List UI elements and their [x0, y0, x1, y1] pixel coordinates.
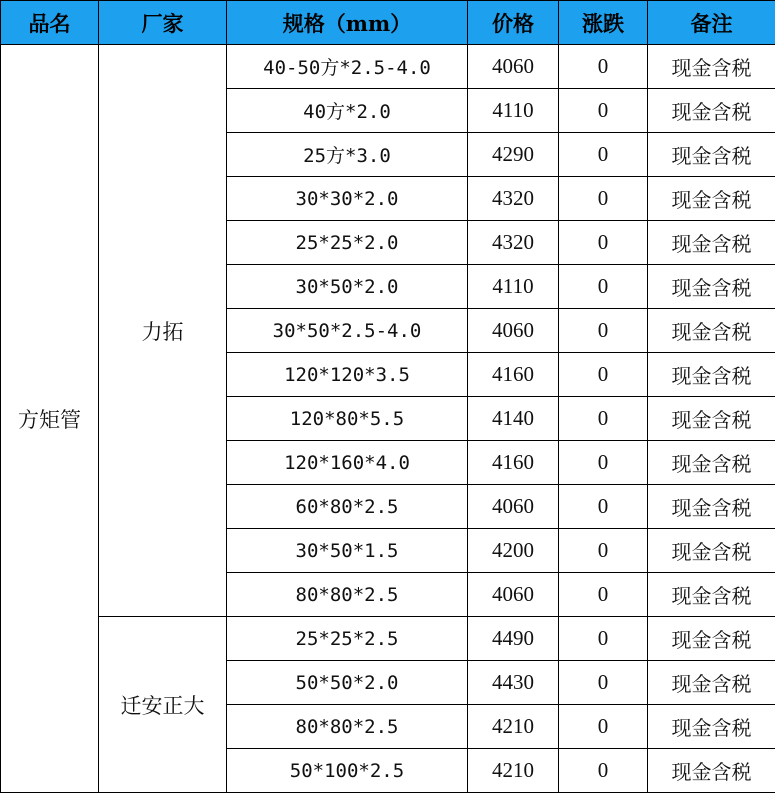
spec-cell: 80*80*2.5: [227, 573, 468, 617]
change-cell: 0: [559, 177, 648, 221]
note-cell: 现金含税: [648, 485, 775, 529]
note-cell: 现金含税: [648, 397, 775, 441]
spec-cell: 25*25*2.5: [227, 617, 468, 661]
maker-cell: 力拓: [99, 45, 227, 617]
change-cell: 0: [559, 353, 648, 397]
change-cell: 0: [559, 749, 648, 793]
price-cell: 4060: [468, 45, 559, 89]
note-cell: 现金含税: [648, 221, 775, 265]
spec-cell: 30*50*2.0: [227, 265, 468, 309]
note-cell: 现金含税: [648, 133, 775, 177]
price-cell: 4110: [468, 89, 559, 133]
price-cell: 4060: [468, 309, 559, 353]
note-cell: 现金含税: [648, 705, 775, 749]
price-cell: 4320: [468, 177, 559, 221]
price-cell: 4060: [468, 485, 559, 529]
price-cell: 4320: [468, 221, 559, 265]
spec-cell: 120*160*4.0: [227, 441, 468, 485]
spec-cell: 30*50*1.5: [227, 529, 468, 573]
price-cell: 4060: [468, 573, 559, 617]
header-maker: 厂家: [99, 1, 227, 45]
note-cell: 现金含税: [648, 45, 775, 89]
change-cell: 0: [559, 45, 648, 89]
change-cell: 0: [559, 485, 648, 529]
note-cell: 现金含税: [648, 353, 775, 397]
header-spec: 规格（mm）: [227, 1, 468, 45]
change-cell: 0: [559, 397, 648, 441]
spec-cell: 120*120*3.5: [227, 353, 468, 397]
header-note: 备注: [648, 1, 775, 45]
spec-cell: 25*25*2.0: [227, 221, 468, 265]
spec-cell: 50*100*2.5: [227, 749, 468, 793]
change-cell: 0: [559, 617, 648, 661]
change-cell: 0: [559, 661, 648, 705]
note-cell: 现金含税: [648, 661, 775, 705]
spec-cell: 40方*2.0: [227, 89, 468, 133]
change-cell: 0: [559, 265, 648, 309]
note-cell: 现金含税: [648, 617, 775, 661]
spec-cell: 60*80*2.5: [227, 485, 468, 529]
note-cell: 现金含税: [648, 309, 775, 353]
price-cell: 4290: [468, 133, 559, 177]
header-price: 价格: [468, 1, 559, 45]
note-cell: 现金含税: [648, 529, 775, 573]
price-cell: 4490: [468, 617, 559, 661]
change-cell: 0: [559, 221, 648, 265]
table-header: [1, 1, 775, 45]
note-cell: 现金含税: [648, 441, 775, 485]
change-cell: 0: [559, 573, 648, 617]
header-product: 品名: [1, 1, 99, 45]
price-cell: 4140: [468, 397, 559, 441]
note-cell: 现金含税: [648, 177, 775, 221]
price-cell: 4160: [468, 441, 559, 485]
header-change: 涨跌: [559, 1, 648, 45]
table-row: [1, 617, 775, 661]
product-name-cell: 方矩管: [1, 45, 99, 793]
spec-cell: 50*50*2.0: [227, 661, 468, 705]
change-cell: 0: [559, 89, 648, 133]
note-cell: 现金含税: [648, 573, 775, 617]
price-cell: 4210: [468, 705, 559, 749]
price-cell: 4200: [468, 529, 559, 573]
maker-cell: 迁安正大: [99, 617, 227, 793]
price-cell: 4430: [468, 661, 559, 705]
header-row: [1, 1, 775, 45]
change-cell: 0: [559, 529, 648, 573]
price-cell: 4210: [468, 749, 559, 793]
table-body: [1, 45, 775, 793]
note-cell: 现金含税: [648, 749, 775, 793]
spec-cell: 40-50方*2.5-4.0: [227, 45, 468, 89]
note-cell: 现金含税: [648, 265, 775, 309]
change-cell: 0: [559, 133, 648, 177]
table-row: [1, 45, 775, 89]
spec-cell: 80*80*2.5: [227, 705, 468, 749]
change-cell: 0: [559, 309, 648, 353]
price-cell: 4160: [468, 353, 559, 397]
change-cell: 0: [559, 441, 648, 485]
spec-cell: 120*80*5.5: [227, 397, 468, 441]
spec-cell: 30*50*2.5-4.0: [227, 309, 468, 353]
change-cell: 0: [559, 705, 648, 749]
price-cell: 4110: [468, 265, 559, 309]
spec-cell: 30*30*2.0: [227, 177, 468, 221]
spec-cell: 25方*3.0: [227, 133, 468, 177]
note-cell: 现金含税: [648, 89, 775, 133]
